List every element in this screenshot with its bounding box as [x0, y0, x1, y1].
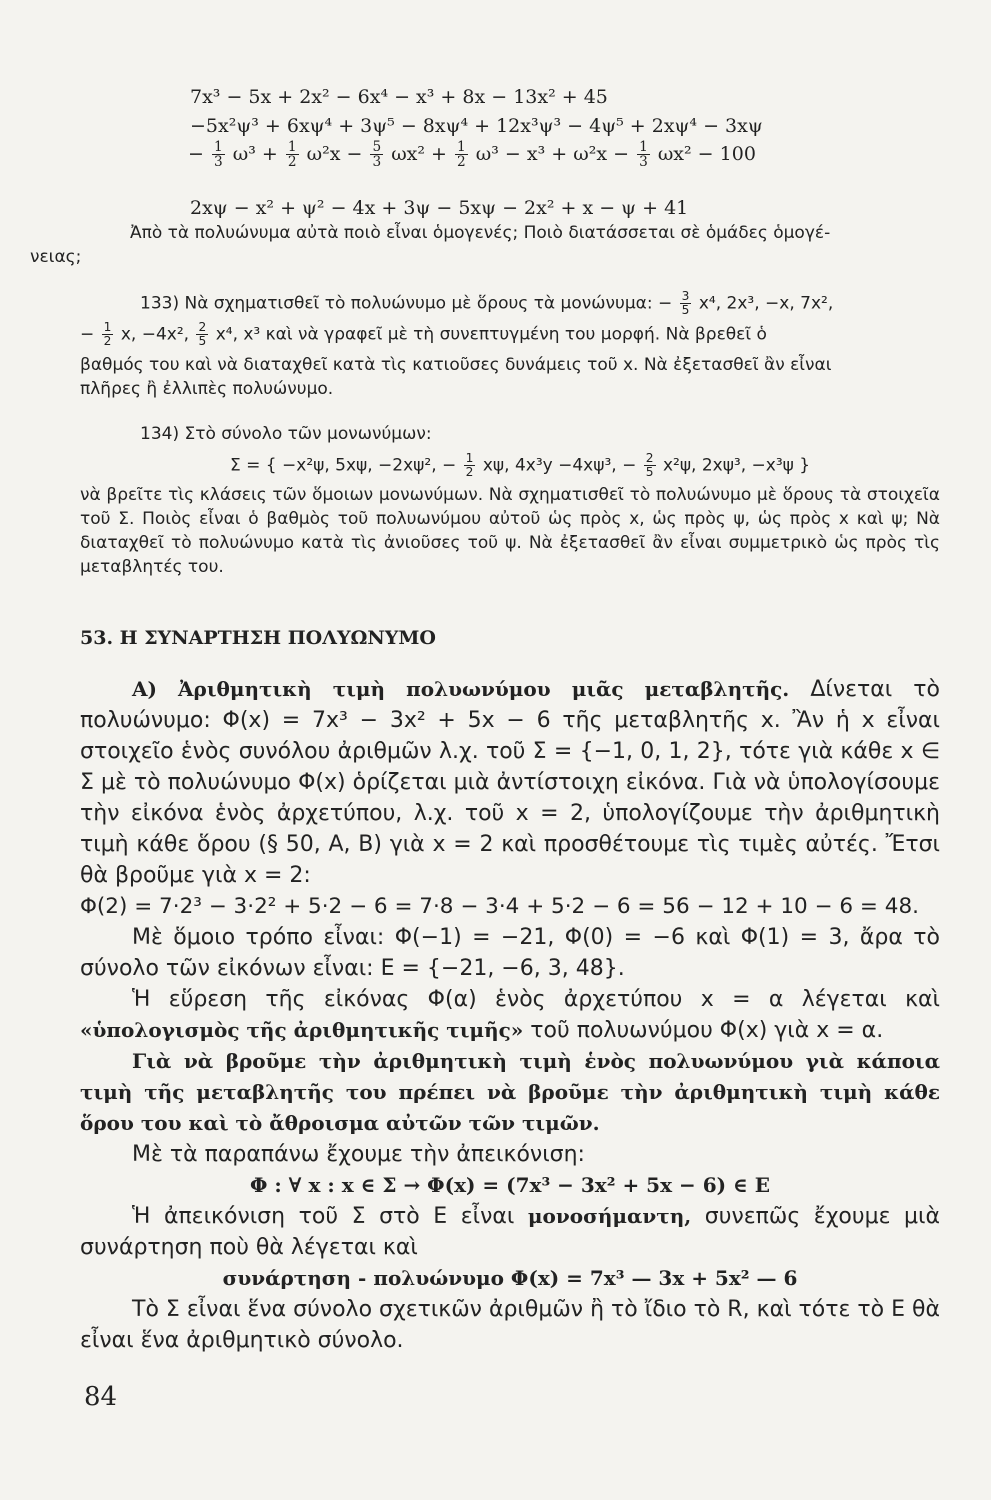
fraction: $\frac{5}{3}$: [372, 139, 382, 171]
mapping-formula: Φ : ∀ x : x ∈ Σ → Φ(x) = (7x³ − 3x² + 5x − 6) ∈ Ε: [249, 1173, 771, 1197]
page-number: 84: [84, 1382, 118, 1412]
polynomial-line-1: 7x³ − 5x + 2x² − 6x⁴ − x³ + 8x − 13x² + 45: [190, 86, 608, 108]
fraction: $\frac{1}{2}$: [103, 319, 112, 348]
function-formula: συνάρτηση - πολυώνυμο Φ(x) = 7x³ — 3x + 5x² — 6: [222, 1266, 798, 1290]
fraction: $\frac{1}{2}$: [465, 451, 474, 479]
polynomial-line-2: −5x²ψ³ + 6xψ⁴ + 3ψ⁵ − 8xψ⁴ + 12x³ψ³ − 4ψ⁵ + 2xψ⁴ − 3xψ: [190, 115, 763, 137]
paragraph-1: Α) Ἀριθμητικὴ τιμὴ πολυωνύμου μιᾶς μεταβλητῆς. Δίνεται τὸ πολυώνυμο: Φ(x) = 7x³ − 3x² + 5x − 6 τῆς μεταβλητῆς x. Ἂν ἡ x εἶναι στοιχεῖο ἑνὸς συνόλου ἀριθμῶν λ.χ. τοῦ Σ = {−1, 0, 1, 2}, τότε γιὰ κάθε x ∈ Σ μὲ τὸ πολυώνυμο Φ(x) ὁρίζεται μιὰ ἀντίστοιχη εἰκόνα. Γιὰ νὰ ὑπολογίσουμε τὴν εἰκόνα ἑνὸς ἀρχετύπου, λ.χ. τοῦ x = 2, ὑπολογίζουμε τὴν ἀριθμητικὴ τιμὴ κάθε ὅρου (§ 50, Α, Β) γιὰ x = 2 καὶ προσθέτουμε τὶς τιμὲς αὐτές. Ἔτσι θὰ βροῦμε γιὰ x = 2:: [80, 677, 940, 888]
paragraph-5: Μὲ τὰ παραπάνω ἔχουμε τὴν ἀπεικόνιση:: [132, 1142, 585, 1167]
fraction: $\frac{1}{2}$: [287, 139, 297, 171]
exercise-134: 134) Στὸ σύνολο τῶν μονωνύμων: Σ = { −x²ψ, 5xψ, −2xψ², − $\frac{1}{2}$ xψ, 4x³y −4xψ³, − $\frac{2}{5}$ x²ψ, 2xψ³, −x³ψ } νὰ βρεῖτε τὶς κλάσεις τῶν ὅμοιων μονωνύμων. Νὰ σχηματισθεῖ τὸ πολυώνυμο μὲ ὅρους τὰ στοιχεῖα τοῦ Σ. Ποιὸς εἶναι ὁ βαθμὸς τοῦ πολυωνύμου αὐτοῦ ὡς πρὸς x, ὡς πρὸς ψ, ὡς πρὸς x καὶ ψ; Νὰ διαταχθεῖ τὸ πολυώνυμο κατὰ τὶς ἀνιοῦσες τοῦ ψ. Νὰ ἐξετασθεῖ ἂν εἶναι συμμετρικὸ ὡς πρὸς τὶς μεταβλητές του.: [80, 424, 940, 577]
section-body: [80, 674, 940, 1356]
calculation: Φ(2) = 7·2³ − 3·2² + 5·2 − 6 = 7·8 − 3·4 + 5·2 − 6 = 56 − 12 + 10 − 6 = 48.: [80, 894, 919, 919]
fraction: $\frac{1}{3}$: [213, 139, 223, 171]
polynomial-line-3: − $\frac{1}{3}$ ω³ + $\frac{1}{2}$ ω²x − $\frac{5}{3}$ ωx² + $\frac{1}{2}$ ω³ − x³ + ω²x − $\frac{1}{3}$ ωx² − 100: [188, 139, 756, 171]
paragraph-7: Τὸ Σ εἶναι ἕνα σύνολο σχετικῶν ἀριθμῶν ἢ τὸ ἴδιο τὸ R, καὶ τότε τὸ Ε θὰ εἶναι ἕνα ἀριθμητικὸ σύνολο.: [80, 1297, 940, 1353]
fraction: $\frac{2}{5}$: [198, 319, 207, 348]
polynomial-line-4: 2xψ − x² + ψ² − 4x + 3ψ − 5xψ − 2x² + x − ψ + 41: [190, 197, 689, 219]
fraction: $\frac{1}{3}$: [639, 139, 648, 171]
section-heading: 53. Η ΣΥΝΑΡΤΗΣΗ ΠΟΛΥΩΝΥΜΟ: [80, 627, 436, 649]
paragraph-6: Ἡ ἀπεικόνιση τοῦ Σ στὸ Ε εἶναι μονοσήμαντη, συνεπῶς ἔχουμε μιὰ συνάρτηση ποὺ θὰ λέγεται καὶ: [80, 1204, 940, 1260]
fraction: $\frac{2}{5}$: [645, 451, 654, 479]
fraction: $\frac{1}{2}$: [457, 139, 466, 171]
paragraph-4-rule: Γιὰ νὰ βροῦμε τὴν ἀριθμητικὴ τιμὴ ἑνὸς πολυωνύμου γιὰ κάποια τιμὴ τῆς μεταβλητῆς του πρέπει νὰ βροῦμε τὴν ἀριθμητικὴ τιμὴ κάθε ὅρου του καὶ τὸ ἄθροισμα αὐτῶν τῶν τιμῶν.: [80, 1049, 940, 1135]
paragraph-3: Ἡ εὕρεση τῆς εἰκόνας Φ(α) ἑνὸς ἀρχετύπου x = α λέγεται καὶ «ὑπολογισμὸς τῆς ἀριθμητικῆς τιμῆς» τοῦ πολυωνύμου Φ(x) γιὰ x = α.: [80, 987, 940, 1043]
exercise-132-question: Ἀπὸ τὰ πολυώνυμα αὐτὰ ποιὸ εἶναι ὁμογενές; Ποιὸ διατάσσεται σὲ ὁμάδες ὁμογέ- νειας;: [30, 223, 831, 267]
exercise-133: 133) Νὰ σχηματισθεῖ τὸ πολυώνυμο μὲ ὅρους τὰ μονώνυμα: − $\frac{3}{5}$ x⁴, 2x³, −x, 7x², − $\frac{1}{2}$ x, −4x², $\frac{2}{5}$ x⁴, x³ καὶ νὰ γραφεῖ μὲ τὴ συνεπτυγμένη του μορφή. Νὰ βρεθεῖ ὁ βαθμός του καὶ νὰ διαταχθεῖ κατὰ τὶς κατιοῦσες δυνάμεις τοῦ x. Νὰ ἐξετασθεῖ ἂν εἶναι πλῆρες ἢ ἐλλιπὲς πολυώνυμο.: [80, 289, 834, 400]
fraction: $\frac{3}{5}$: [681, 289, 690, 317]
paragraph-2: Μὲ ὅμοιο τρόπο εἶναι: Φ(−1) = −21, Φ(0) = −6 καὶ Φ(1) = 3, ἄρα τὸ σύνολο τῶν εἰκόνων εἶναι: Ε = {−21, −6, 3, 48}.: [80, 925, 940, 981]
